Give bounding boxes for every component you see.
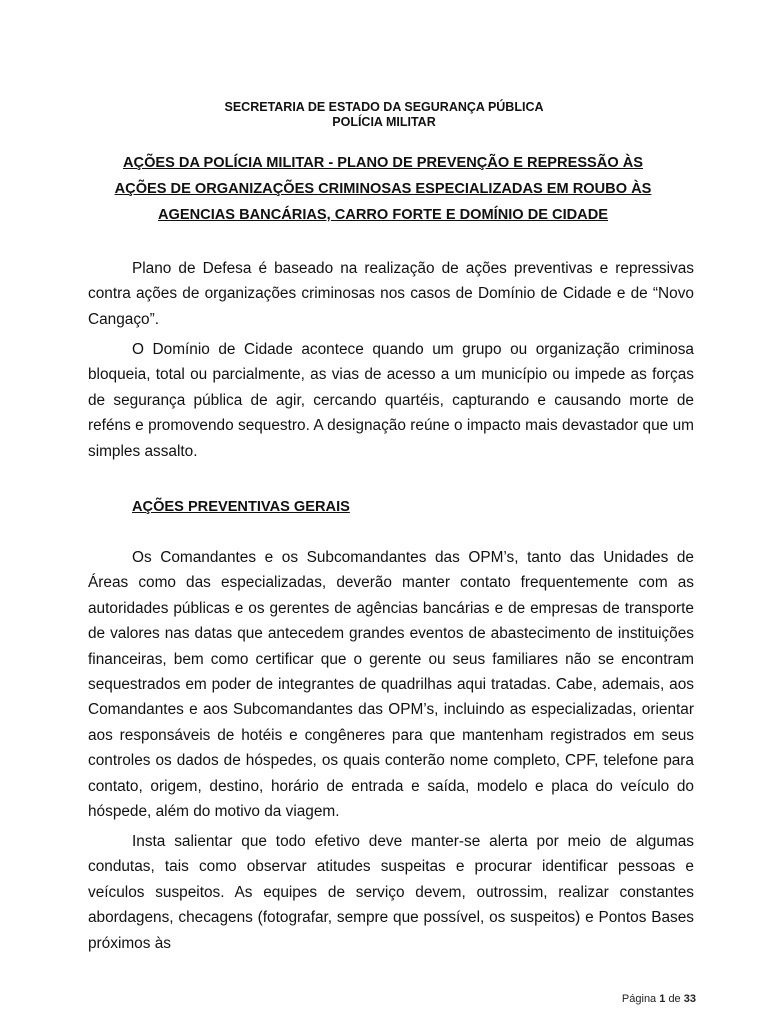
page-number [622, 992, 696, 1006]
paragraph-text: Plano de Defesa é baseado na realização de ações preventivas e repressivas contra ações de organizações criminosas nos casos de Domínio de Cidade e de “Novo Cangaço”. [88, 260, 694, 328]
page-separator: de [668, 993, 681, 1005]
document-title [88, 150, 678, 228]
paragraph-city-domination [88, 337, 694, 464]
title-line-2: AÇÕES DE ORGANIZAÇÕES CRIMINOSAS ESPECIALIZADAS EM ROUBO ÀS [114, 181, 652, 197]
paragraph-commanders [88, 545, 694, 824]
paragraph-defense-plan [88, 256, 694, 332]
paragraph-alert-conduct [88, 829, 694, 956]
title-line-3: AGENCIAS BANCÁRIAS, CARRO FORTE E DOMÍNIO DE CIDADE [158, 207, 608, 223]
header-agency: SECRETARIA DE ESTADO DA SEGURANÇA PÚBLICA [224, 100, 544, 114]
section-heading: AÇÕES PREVENTIVAS GERAIS [132, 499, 350, 515]
paragraph-text: Os Comandantes e os Subcomandantes das OPM’s, tanto das Unidades de Áreas como das especializadas, deverão manter contato frequentemente com as autoridades públicas e os gerentes de agências bancárias e de empresas de transporte de valores nas datas que antecedem grandes eventos de abastecimento de instituições financeiras, bem como certificar que o gerente ou seus familiares não se encontram sequestrados em poder de integrantes de quadrilhas aqui tratadas. Cabe, ademais, aos Comandantes e aos Subcomandantes das OPM’s, incluindo as especializadas, orientar aos responsáveis de hotéis e congêneres para que mantenham registrados em seus controles os dados de hóspedes, os quais conterão nome completo, CPF, telefone para contato, origem, destino, horário de entrada e saída, modelo e placa do veículo do hóspede, além do motivo da viagem. [88, 549, 694, 821]
current-page: 1 [659, 993, 666, 1005]
paragraph-text: O Domínio de Cidade acontece quando um grupo ou organização criminosa bloqueia, total ou parcialmente, as vias de acesso a um município ou impede as forças de segurança pública de agir, cercando quartéis, capturando e causando morte de reféns e promovendo sequestro. A designação reúne o impacto mais devastador que um simples assalto. [88, 341, 694, 460]
header-department: POLÍCIA MILITAR [332, 115, 436, 129]
page-label: Página [621, 993, 657, 1005]
document-header [0, 100, 768, 130]
total-pages: 33 [683, 993, 696, 1005]
paragraph-text: Insta salientar que todo efetivo deve manter-se alerta por meio de algumas condutas, tais como observar atitudes suspeitas e procurar identificar pessoas e veículos suspeitos. As equipes de serviço devem, outrossim, realizar constantes abordagens, checagens (fotografar, sempre que possível, os suspeitos) e Pontos Bases próximos às [88, 833, 694, 952]
title-line-1: AÇÕES DA POLÍCIA MILITAR - PLANO DE PREVENÇÃO E REPRESSÃO ÀS [122, 155, 643, 171]
